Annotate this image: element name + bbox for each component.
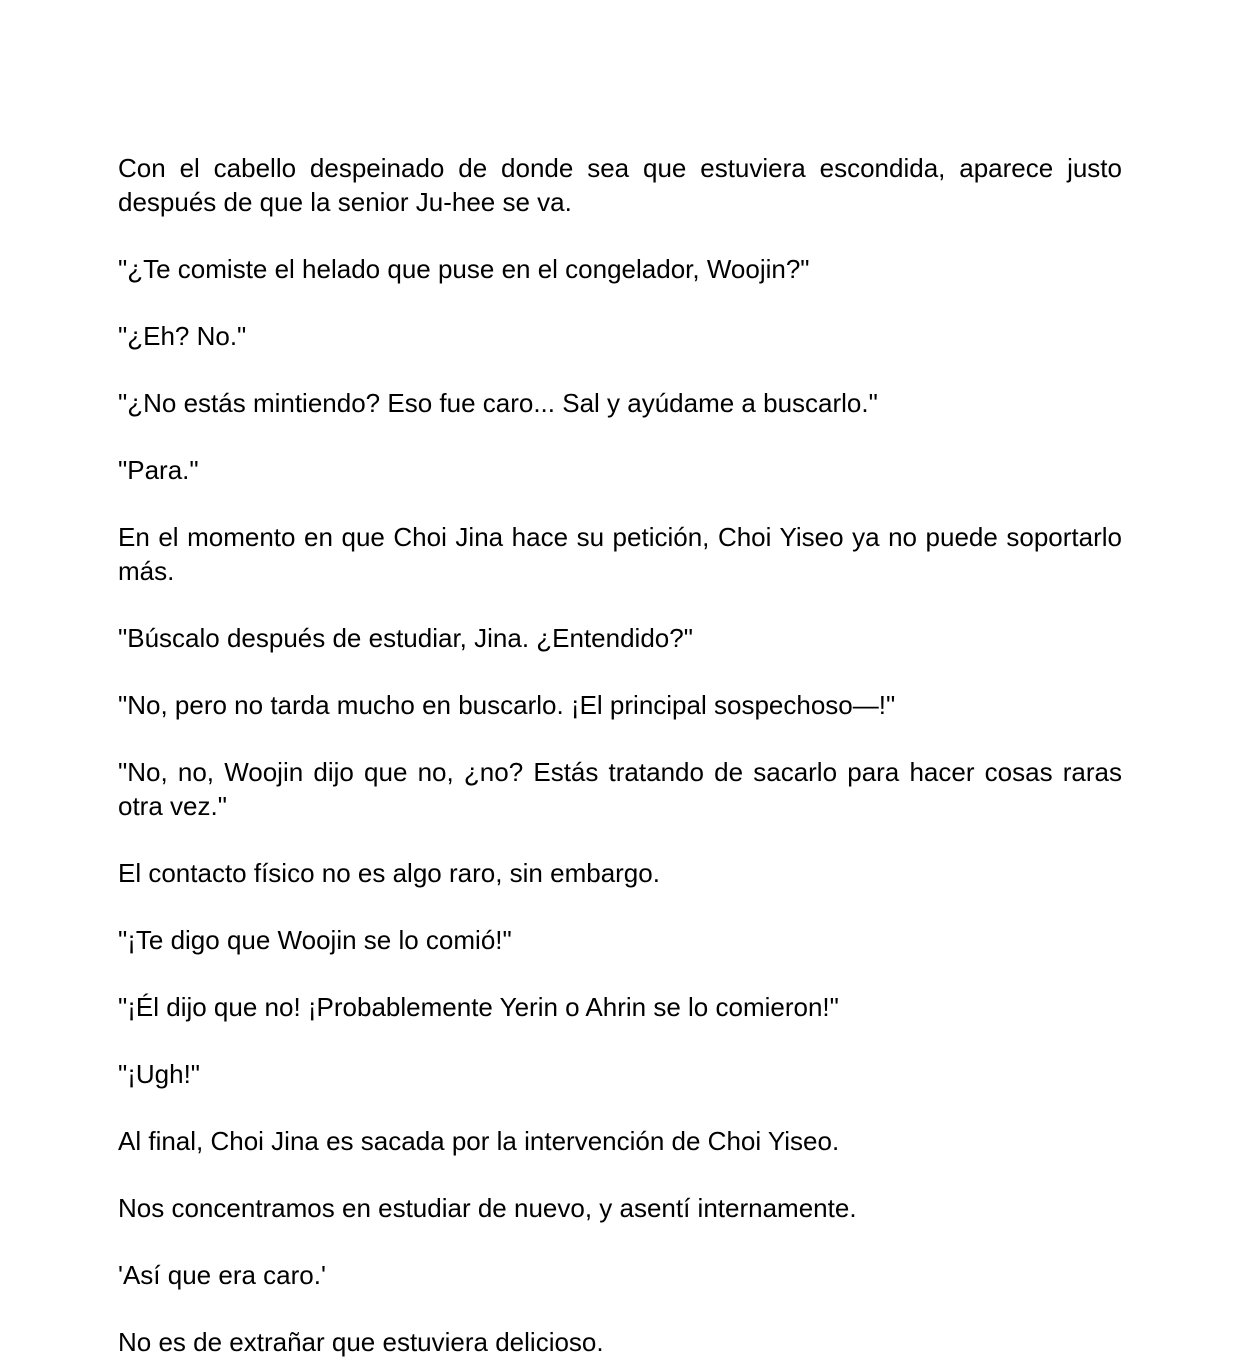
dialogue-line: "¡Ugh!": [118, 1059, 201, 1089]
dialogue-line: "¿Te comiste el helado que puse en el congelador, Woojin?": [118, 254, 810, 284]
document-body: [118, 151, 1122, 1359]
paragraph: Nos concentramos en estudiar de nuevo, y asentí internamente.: [118, 1193, 857, 1223]
paragraph: El contacto físico no es algo raro, sin embargo.: [118, 858, 660, 888]
paragraph: En el momento en que Choi Jina hace su petición, Choi Yiseo ya no puede soportarlo más.: [118, 522, 1122, 586]
dialogue-line: "¿Eh? No.": [118, 321, 247, 351]
dialogue-line: "Búscalo después de estudiar, Jina. ¿Entendido?": [118, 623, 693, 653]
dialogue-line: "¡Te digo que Woojin se lo comió!": [118, 925, 512, 955]
dialogue-line: "No, no, Woojin dijo que no, ¿no? Estás tratando de sacarlo para hacer cosas raras otra vez.": [118, 757, 1122, 821]
dialogue-line: "Para.": [118, 455, 199, 485]
paragraph: Con el cabello despeinado de donde sea que estuviera escondida, aparece justo después de que la senior Ju-hee se va.: [118, 153, 1122, 217]
paragraph: No es de extrañar que estuviera delicioso.: [118, 1327, 604, 1357]
paragraph: Al final, Choi Jina es sacada por la intervención de Choi Yiseo.: [118, 1126, 840, 1156]
dialogue-line: "No, pero no tarda mucho en buscarlo. ¡El principal sospechoso—!": [118, 690, 896, 720]
thought-line: 'Así que era caro.': [118, 1260, 326, 1290]
dialogue-line: "¿No estás mintiendo? Eso fue caro... Sal y ayúdame a buscarlo.": [118, 388, 878, 418]
dialogue-line: "¡Él dijo que no! ¡Probablemente Yerin o Ahrin se lo comieron!": [118, 992, 839, 1022]
